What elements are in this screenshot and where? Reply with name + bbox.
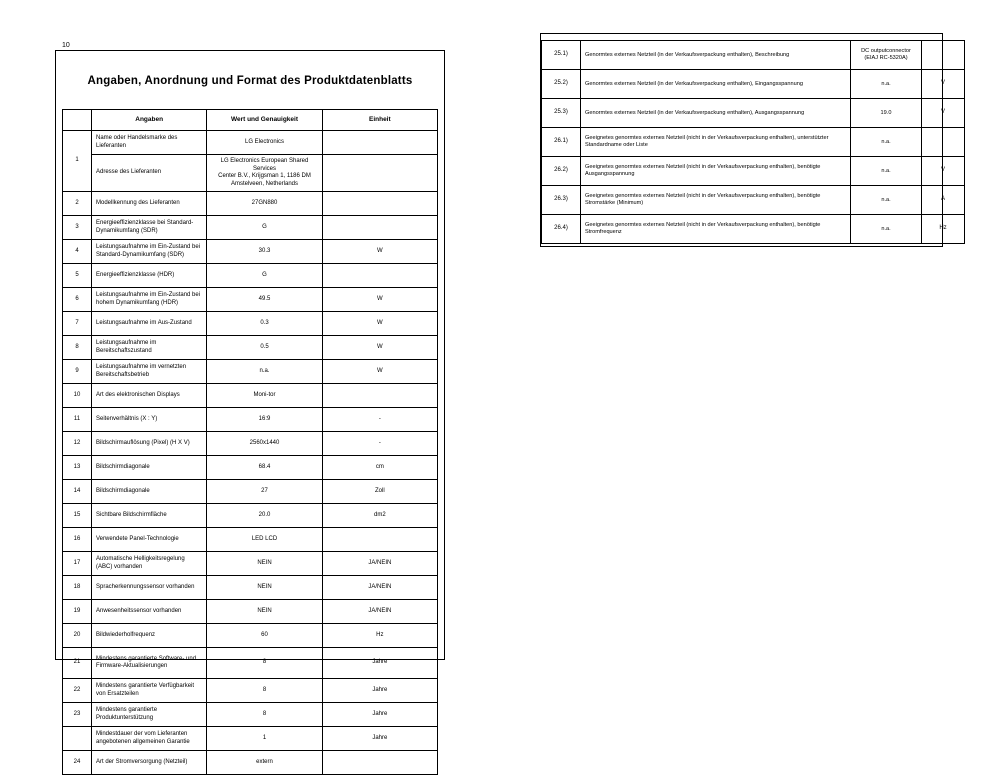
table-row — [63, 456, 438, 480]
row-unit: Hz — [322, 624, 437, 648]
row-unit: cm — [322, 456, 437, 480]
row-value: 0.3 — [207, 312, 322, 336]
row-description: Mindestdauer der vom Lieferanten angebotenen allgemeinen Garantie — [92, 727, 207, 751]
row-index: 2 — [63, 192, 92, 216]
table-row — [63, 552, 438, 576]
row-value: 8 — [207, 679, 322, 703]
row-unit: Zoll — [322, 480, 437, 504]
table-row — [542, 215, 965, 244]
row-value: 60 — [207, 624, 322, 648]
row-value: n.a. — [207, 360, 322, 384]
row-unit — [322, 751, 437, 775]
row-unit: W — [322, 336, 437, 360]
row-unit — [322, 384, 437, 408]
table-row — [63, 240, 438, 264]
row-description: Automatische Helligkeitsregelung (ABC) vorhanden — [92, 552, 207, 576]
row-unit: - — [322, 408, 437, 432]
row-index: 10 — [63, 384, 92, 408]
row-index: 5 — [63, 264, 92, 288]
row-value: LED LCD — [207, 528, 322, 552]
row-description: Genormtes externes Netzteil (in der Verkaufsverpackung enthalten), Ausgangsspannung — [581, 99, 851, 128]
row-description: Bildwiederholfrequenz — [92, 624, 207, 648]
row-index: 24 — [63, 751, 92, 775]
table-row — [542, 128, 965, 157]
row-index: 14 — [63, 480, 92, 504]
product-datasheet-left-panel — [55, 50, 445, 765]
row-description: Bildschirmdiagonale — [92, 480, 207, 504]
row-value: n.a. — [851, 186, 922, 215]
row-unit — [322, 528, 437, 552]
row-unit — [322, 192, 437, 216]
row-index: 8 — [63, 336, 92, 360]
row-description: Anwesenheitssensor vorhanden — [92, 600, 207, 624]
row-index: 1 — [63, 131, 92, 192]
row-unit: Jahre — [322, 648, 437, 679]
row-value: 0.5 — [207, 336, 322, 360]
page-number: 10 — [62, 42, 70, 49]
row-description: Energieeffizienzklasse (HDR) — [92, 264, 207, 288]
row-description: Leistungsaufnahme im Aus-Zustand — [92, 312, 207, 336]
row-index: 3 — [63, 216, 92, 240]
row-description: Mindestens garantierte Software- und Firmware-Aktualisierungen — [92, 648, 207, 679]
table-row — [63, 432, 438, 456]
row-index: 12 — [63, 432, 92, 456]
row-index: 25.1) — [542, 41, 581, 70]
table-row — [63, 155, 438, 192]
row-unit: Jahre — [322, 703, 437, 727]
table-row — [63, 360, 438, 384]
row-value: 8 — [207, 648, 322, 679]
table-row — [63, 312, 438, 336]
row-value: 1 — [207, 727, 322, 751]
product-information-table — [62, 109, 438, 775]
row-unit: W — [322, 288, 437, 312]
row-unit — [922, 128, 965, 157]
row-description: Bildschirmauflösung (Pixel) (H X V) — [92, 432, 207, 456]
table-row — [63, 648, 438, 679]
column-header-description: Angaben — [92, 110, 207, 131]
column-header-unit: Einheit — [322, 110, 437, 131]
table-row — [63, 679, 438, 703]
row-description: Leistungsaufnahme im Bereitschaftszustand — [92, 336, 207, 360]
table-row — [63, 288, 438, 312]
row-unit — [322, 264, 437, 288]
table-row — [542, 99, 965, 128]
row-value: G — [207, 264, 322, 288]
row-unit: Jahre — [322, 679, 437, 703]
table-row — [63, 600, 438, 624]
row-index: 17 — [63, 552, 92, 576]
page-title: Angaben, Anordnung und Format des Produktdatenblatts — [87, 75, 413, 87]
table-row — [63, 751, 438, 775]
row-index: 20 — [63, 624, 92, 648]
row-value: extern — [207, 751, 322, 775]
table-row — [63, 528, 438, 552]
row-value: 27 — [207, 480, 322, 504]
row-unit: W — [322, 240, 437, 264]
row-index: 26.3) — [542, 186, 581, 215]
row-description: Mindestens garantierte Verfügbarkeit von Ersatzteilen — [92, 679, 207, 703]
row-description: Energieeffizienzklasse bei Standard-Dynamikumfang (SDR) — [92, 216, 207, 240]
power-supply-table — [541, 40, 965, 244]
row-description: Genormtes externes Netzteil (in der Verkaufsverpackung enthalten), Eingangsspannung — [581, 70, 851, 99]
row-value: NEIN — [207, 552, 322, 576]
table-row — [63, 480, 438, 504]
row-value: 27GN880 — [207, 192, 322, 216]
row-index: 15 — [63, 504, 92, 528]
row-index: 26.4) — [542, 215, 581, 244]
row-index: 9 — [63, 360, 92, 384]
row-unit: W — [322, 312, 437, 336]
row-value: DC outputconnector (EIAJ RC-5320A) — [851, 41, 922, 70]
row-index: 13 — [63, 456, 92, 480]
row-description: Leistungsaufnahme im Ein-Zustand bei Standard-Dynamikumfang (SDR) — [92, 240, 207, 264]
row-description: Adresse des Lieferanten — [92, 155, 207, 192]
row-index: 21 — [63, 648, 92, 679]
row-unit: dm2 — [322, 504, 437, 528]
row-value: G — [207, 216, 322, 240]
row-unit: Hz — [922, 215, 965, 244]
row-description: Sichtbare Bildschirmfläche — [92, 504, 207, 528]
row-description: Name oder Handelsmarke des Lieferanten — [92, 131, 207, 155]
row-index: 16 — [63, 528, 92, 552]
table-row — [63, 131, 438, 155]
row-index: 25.2) — [542, 70, 581, 99]
row-unit: Jahre — [322, 727, 437, 751]
row-unit: - — [322, 432, 437, 456]
row-value: n.a. — [851, 128, 922, 157]
row-description: Spracherkennungssensor vorhanden — [92, 576, 207, 600]
table-row — [63, 384, 438, 408]
row-unit: V — [922, 70, 965, 99]
table-row — [63, 264, 438, 288]
row-unit — [322, 131, 437, 155]
address-line: LG Electronics European Shared Services — [220, 158, 309, 172]
row-description: Mindestens garantierte Produktunterstützung — [92, 703, 207, 727]
table-row — [63, 727, 438, 751]
row-description: Geeignetes genormtes externes Netzteil (nicht in der Verkaufsverpackung enthalten), unterstützter Standardname oder Liste — [581, 128, 851, 157]
table-row — [63, 576, 438, 600]
row-description: Geeignetes genormtes externes Netzteil (nicht in der Verkaufsverpackung enthalten), benötigte Stromfrequenz — [581, 215, 851, 244]
row-index: 26.1) — [542, 128, 581, 157]
row-index: 25.3) — [542, 99, 581, 128]
row-description: Leistungsaufnahme im vernetzten Bereitschaftsbetrieb — [92, 360, 207, 384]
table-header-row — [63, 110, 438, 131]
row-description: Art des elektronischen Displays — [92, 384, 207, 408]
address-line: Center B.V., Krijgsman 1, 1186 DM — [218, 173, 311, 180]
column-header-value: Wert und Genauigkeit — [207, 110, 322, 131]
row-value-address — [207, 155, 322, 192]
row-description: Modellkennung des Lieferanten — [92, 192, 207, 216]
table-row — [63, 703, 438, 727]
table-row — [63, 408, 438, 432]
row-index: 22 — [63, 679, 92, 703]
row-description: Verwendete Panel-Technologie — [92, 528, 207, 552]
row-index: 23 — [63, 703, 92, 727]
table-row — [63, 192, 438, 216]
row-value: 16:9 — [207, 408, 322, 432]
row-value: n.a. — [851, 215, 922, 244]
address-line: Amstelveen, Netherlands — [230, 180, 299, 187]
table-row — [63, 336, 438, 360]
row-unit: JA/NEIN — [322, 552, 437, 576]
row-index: 6 — [63, 288, 92, 312]
row-description: Leistungsaufnahme im Ein-Zustand bei hohem Dynamikumfang (HDR) — [92, 288, 207, 312]
row-value: NEIN — [207, 576, 322, 600]
row-index: 4 — [63, 240, 92, 264]
row-value: 19.0 — [851, 99, 922, 128]
row-unit — [322, 216, 437, 240]
row-index — [63, 727, 92, 751]
row-value: NEIN — [207, 600, 322, 624]
row-unit: V — [922, 99, 965, 128]
row-description: Genormtes externes Netzteil (in der Verkaufsverpackung enthalten), Beschreibung — [581, 41, 851, 70]
row-description: Seitenverhältnis (X : Y) — [92, 408, 207, 432]
row-unit: JA/NEIN — [322, 576, 437, 600]
row-value: 8 — [207, 703, 322, 727]
row-value: n.a. — [851, 70, 922, 99]
table-row — [63, 504, 438, 528]
row-value: n.a. — [851, 157, 922, 186]
column-header-index — [63, 110, 92, 131]
row-index: 7 — [63, 312, 92, 336]
table-row — [63, 216, 438, 240]
row-unit — [922, 41, 965, 70]
row-index: 18 — [63, 576, 92, 600]
row-unit: A — [922, 186, 965, 215]
row-description: Geeignetes genormtes externes Netzteil (nicht in der Verkaufsverpackung enthalten), benötigte Stromstärke (Minimum) — [581, 186, 851, 215]
row-value: 49.5 — [207, 288, 322, 312]
row-value: Moni-tor — [207, 384, 322, 408]
row-unit — [322, 155, 437, 192]
row-description: Art der Stromversorgung (Netzteil) — [92, 751, 207, 775]
row-value: 2560x1440 — [207, 432, 322, 456]
row-index: 19 — [63, 600, 92, 624]
row-index: 26.2) — [542, 157, 581, 186]
row-value: 20.0 — [207, 504, 322, 528]
row-unit: V — [922, 157, 965, 186]
table-row — [542, 41, 965, 70]
table-row — [542, 70, 965, 99]
row-unit: JA/NEIN — [322, 600, 437, 624]
row-unit: W — [322, 360, 437, 384]
power-supply-right-panel — [540, 33, 947, 247]
row-value: 30.3 — [207, 240, 322, 264]
table-row — [542, 186, 965, 215]
table-row — [542, 157, 965, 186]
row-value: 68.4 — [207, 456, 322, 480]
row-value: LG Electronics — [207, 131, 322, 155]
table-row — [63, 624, 438, 648]
row-description: Bildschirmdiagonale — [92, 456, 207, 480]
row-index: 11 — [63, 408, 92, 432]
row-description: Geeignetes genormtes externes Netzteil (nicht in der Verkaufsverpackung enthalten), benötigte Ausgangsspannung — [581, 157, 851, 186]
